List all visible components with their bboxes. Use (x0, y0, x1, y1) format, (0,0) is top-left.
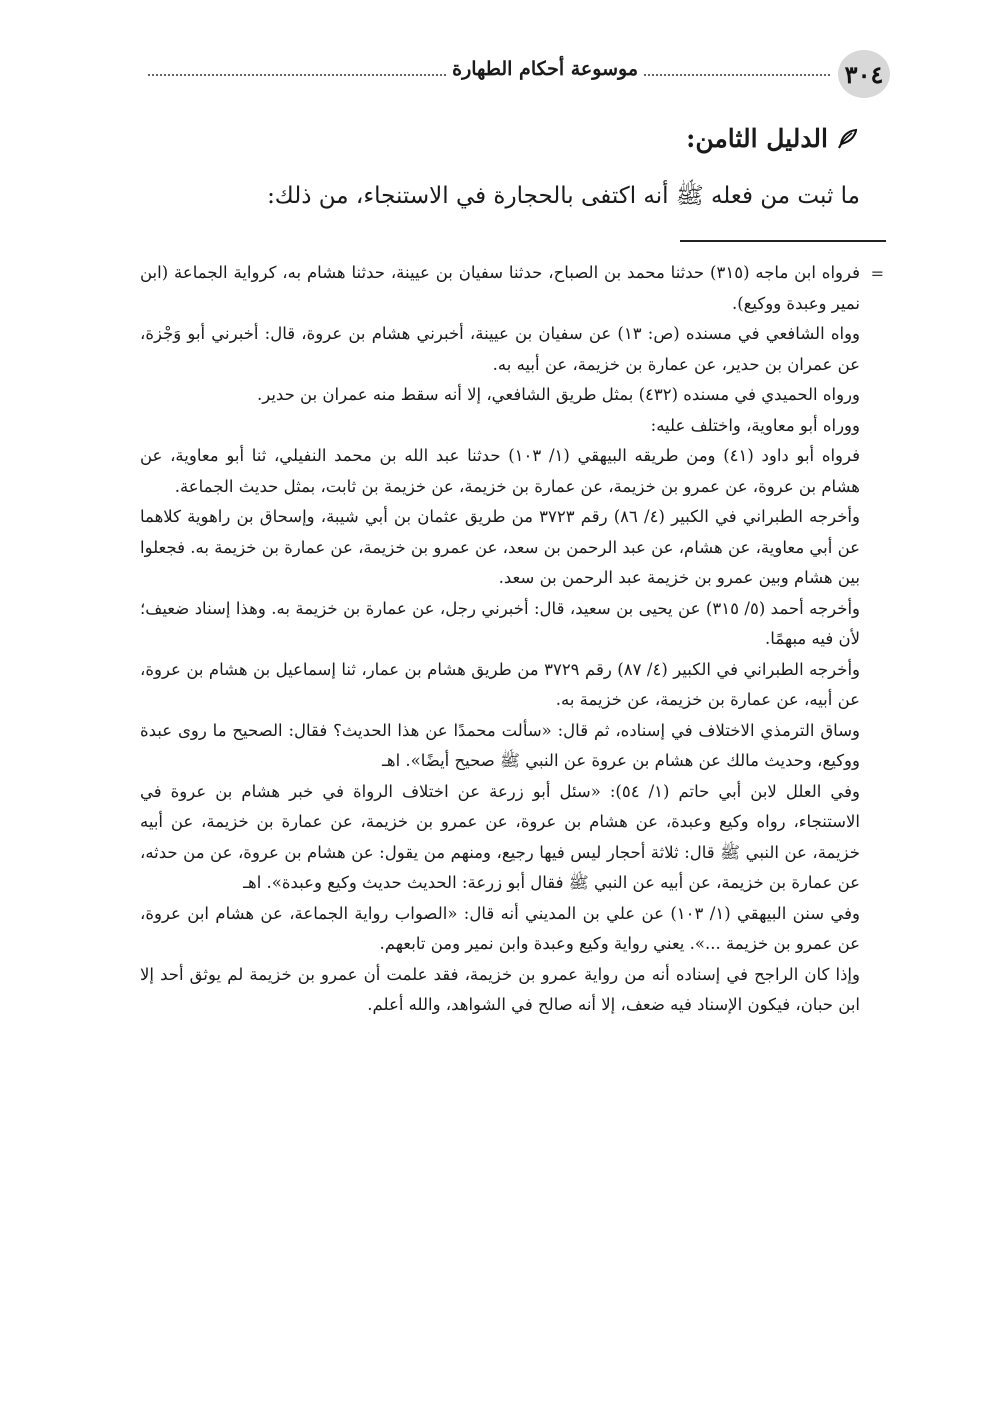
footnote-paragraph: وأخرجه أحمد (٥/ ٣١٥) عن يحيى بن سعيد، قال: أخبرني رجل، عن عمارة بن خزيمة به. وهذا إسناد ضعيف؛ لأن فيه مبهمًا. (140, 598, 860, 648)
leaf-ornament-icon (836, 127, 860, 151)
page-header (142, 48, 890, 100)
running-header-title: موسوعة أحكام الطهارة (446, 58, 644, 80)
footnote-paragraph: وفي العلل لابن أبي حاتم (١/ ٥٤): «سئل أبو زرعة عن اختلاف الرواة في خبر هشام بن عروة في الاستنجاء، رواه وكيع وعبدة، عن هشام بن عروة، عن عمرو بن خزيمة، عن عمارة بن خزيمة، عن أبيه خزيمة، عن النبي ﷺ قال: ثلاثة أحجار ليس فيها رجيع، ومنهم من يقول: عن هشام بن عروة، عن من حدثه، عن عمارة بن خزيمة، عن أبيه عن النبي ﷺ فقال أبو زرعة: الحديث حديث وكيع وعبدة». اهـ (140, 781, 860, 892)
footnote-body (140, 258, 860, 1021)
footnote-paragraph: وفي سنن البيهقي (١/ ١٠٣) عن علي بن المديني أنه قال: «الصواب رواية الجماعة، عن هشام ابن عروة، عن عمرو بن خزيمة ...». يعني رواية وكيع وعبدة وابن نمير ومن تابعهم. (140, 903, 861, 953)
footnote-paragraph: وأخرجه الطبراني في الكبير (٤/ ٨٦) رقم ٣٧٢٣ من طريق عثمان بن أبي شيبة، وإسحاق بن راهوية كلاهما عن أبي معاوية، عن هشام، عن عبد الرحمن بن سعد، عن عمرو بن خزيمة، عن عمارة بن خزيمة به. فجعلوا بين هشام وبين عمرو بن خزيمة عبد الرحمن بن سعد. (139, 507, 860, 587)
footnote-paragraph: وساق الترمذي الاختلاف في إسناده، ثم قال: «سألت محمدًا عن هذا الحديث؟ فقال: الصحيح ما روى عبدة ووكيع، وحديث مالك عن هشام بن عروة عن النبي ﷺ صحيح أيضًا». اهـ (140, 720, 860, 770)
footnote-paragraph: وإذا كان الراجح في إسناده أنه من رواية عمرو بن خزيمة، فقد علمت أن عمرو بن خزيمة لم يوثق أحد إلا ابن حبان، فيكون الإسناد فيه ضعف، إلا أنه صالح في الشواهد، والله أعلم. (140, 964, 860, 1014)
footnote-paragraph: وأخرجه الطبراني في الكبير (٤/ ٨٧) رقم ٣٧٢٩ من طريق هشام بن عمار، ثنا إسماعيل بن هشام بن عروة، عن أبيه، عن عمارة بن خزيمة، عن خزيمة به. (140, 659, 860, 709)
page-number: ٣٠٤ (838, 50, 890, 98)
footnote-paragraph: ورواه الحميدي في مسنده (٤٣٢) بمثل طريق الشافعي، إلا أنه سقط منه عمران بن حدير. (256, 385, 860, 404)
footnote-continuation-mark: = (870, 264, 884, 283)
section-heading-text: الدليل الثامن: (686, 124, 828, 153)
footnote-paragraph: فرواه أبو داود (٤١) ومن طريقه البيهقي (١/ ١٠٣) حدثنا عبد الله بن محمد النفيلي، ثنا أبو معاوية، عن هشام بن عروة، عن عمرو بن خزيمة، عن عمارة بن خزيمة، عن خزيمة بن ثابت، بمثل حديث الجماعة. (140, 446, 861, 496)
footnote-paragraph: فرواه ابن ماجه (٣١٥) حدثنا محمد بن الصباح، حدثنا سفيان بن عيينة، حدثنا هشام به، كرواية الجماعة (ابن نمير وعبدة ووكيع). (140, 263, 860, 313)
footnote-paragraph: وواه الشافعي في مسنده (ص: ١٣) عن سفيان بن عيينة، أخبرني هشام بن عروة، قال: أخبرني أبو وَجْزة، عن عمران بن حدير، عن عمارة بن خزيمة، عن أبيه به. (140, 324, 861, 374)
section-heading (686, 124, 860, 153)
footnote-separator (680, 240, 886, 242)
section-intro: ما ثبت من فعله ﷺ أنه اكتفى بالحجارة في الاستنجاء، من ذلك: (267, 183, 860, 209)
footnote-paragraph: ووراه أبو معاوية، واختلف عليه: (650, 415, 860, 435)
